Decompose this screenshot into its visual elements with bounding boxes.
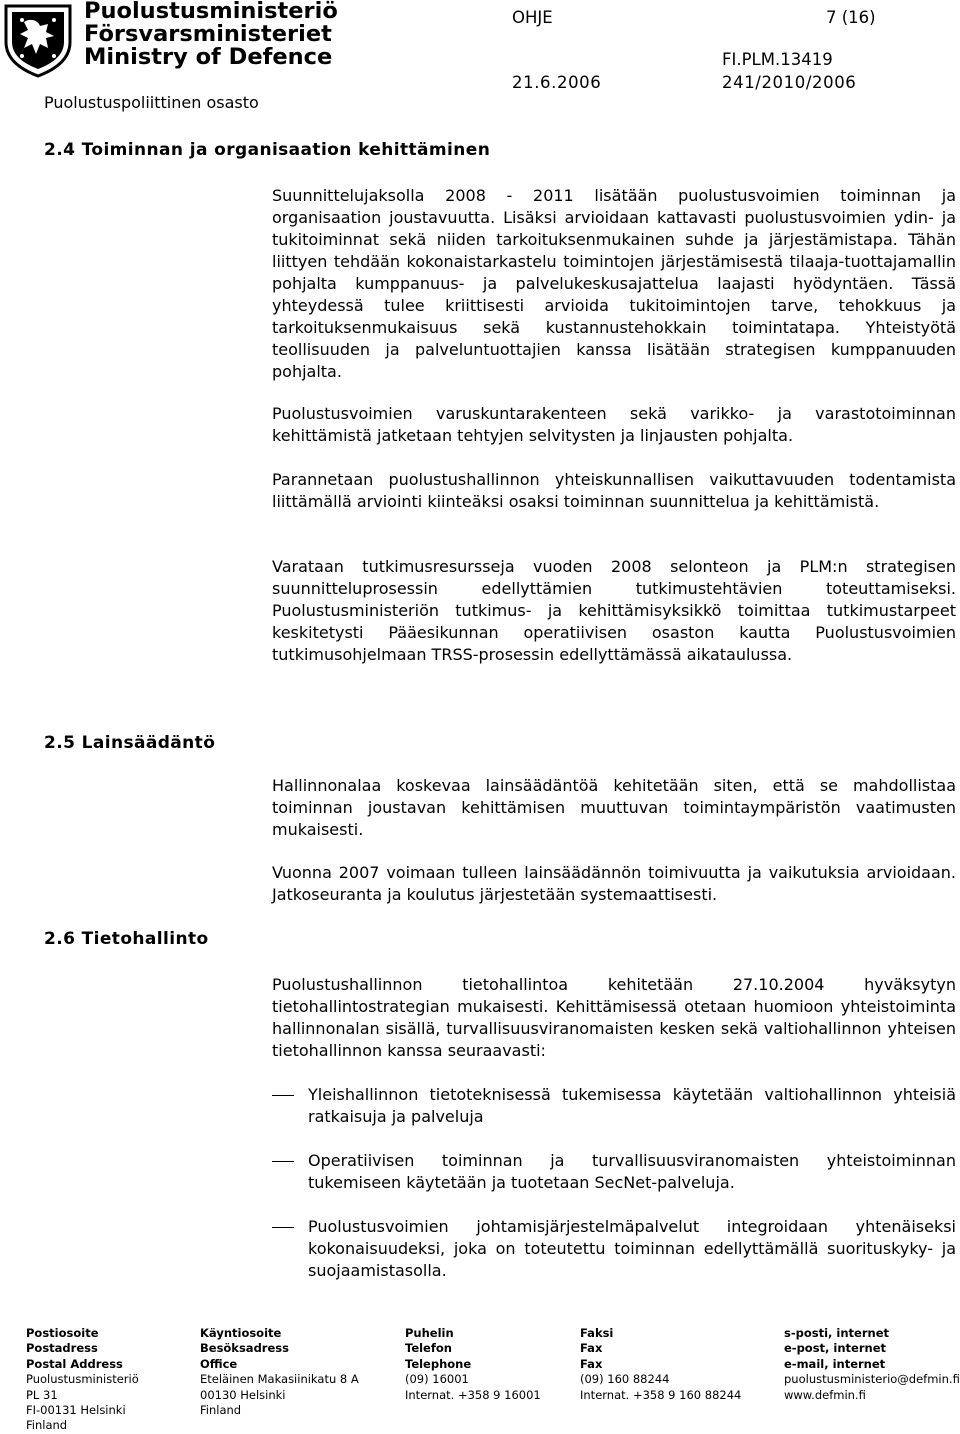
- page-number: 7 (16): [826, 8, 876, 27]
- document-code: FI.PLM.13419: [722, 50, 833, 69]
- org-line-fi: Puolustusministeriö: [84, 0, 338, 24]
- paragraph: Vuonna 2007 voimaan tulleen lainsäädännön toimivuutta ja vaikutuksia arvioidaan. Jatkoseuranta ja koulutus järjestetään systemaattisesti.: [272, 863, 956, 904]
- org-line-en: Ministry of Defence: [84, 44, 333, 70]
- footer-column-fax: Faksi Fax Fax (09) 160 88244 Internat. +358 9 160 88244: [580, 1326, 742, 1402]
- list-item: Yleishallinnon tietoteknisessä tukemisessa käytetään valtiohallinnon yhteisiä ratkaisuja ja palveluja: [272, 1084, 956, 1128]
- section-heading-2-4: 2.4 Toiminnan ja organisaation kehittäminen: [44, 140, 491, 160]
- section-heading-2-5: 2.5 Lainsäädäntö: [44, 733, 216, 753]
- list-item: Operatiivisen toiminnan ja turvallisuusviranomaisten yhteistoiminnan tukemiseen käytetään ja tuotetaan SecNet-palveluja.: [272, 1150, 956, 1194]
- paragraph: Hallinnonalaa koskevaa lainsäädäntöä kehitetään siten, että se mahdollistaa toiminnan joustavan kehittämisen muuttuvan toimintaympäristön vaatimusten mukaisesti.: [272, 776, 956, 839]
- paragraph: Puolustushallinnon tietohallintoa kehitetään 27.10.2004 hyväksytyn tietohallintostrategian mukaisesti. Kehittämisessä otetaan huomioon yhteistoiminta hallinnonalan sisällä, turvallisuusviranomaisten kesken sekä valtiohallinnon yhteisen tietohallinnon kanssa seuraavasti:: [272, 975, 956, 1060]
- paragraph: Varataan tutkimusresursseja vuoden 2008 selonteon ja PLM:n strategisen suunnitteluprosessin edellyttämien tutkimustehtävien toteuttamiseksi. Puolustusministeriön tutkimus- ja kehittämisyksikkö toimittaa tutkimustarpeet keskitetysti Pääesikunnan operatiivisen osaston kautta Puolustusvoimien tutkimusohjelmaan TRSS-prosessin edellyttämässä aikataulussa.: [272, 557, 956, 664]
- website-url: www.defmin.fi: [784, 1387, 866, 1402]
- list-item: Puolustusvoimien johtamisjärjestelmäpalvelut integroidaan yhtenäiseksi kokonaisuudeksi, joka on toteutettu toiminnan edellyttämällä suorituskyky- ja suojaamistasolla.: [272, 1216, 956, 1282]
- coat-of-arms-icon: [2, 2, 74, 78]
- paragraph: Puolustusvoimien varuskuntarakenteen sekä varikko- ja varastotoiminnan kehittämistä jatketaan tehtyjen selvitysten ja linjausten pohjalta.: [272, 404, 956, 445]
- paragraph: Parannetaan puolustushallinnon yhteiskunnallisen vaikuttavuuden todentamista liittämällä arviointi kiinteäksi osaksi toiminnan suunnittelua ja kehittämistä.: [272, 470, 956, 511]
- document-type: OHJE: [512, 8, 553, 27]
- dash-bullet-icon: [272, 1095, 294, 1096]
- org-line-sv: Försvarsministeriet: [84, 21, 332, 47]
- dash-bullet-icon: [272, 1161, 294, 1162]
- footer-column-office: Käyntiosoite Besöksadress Office Eteläinen Makasiinikatu 8 A 00130 Helsinki Finland: [200, 1326, 359, 1418]
- dash-bullet-icon: [272, 1227, 294, 1228]
- paragraph: Suunnittelujaksolla 2008 - 2011 lisätään puolustusvoimien toiminnan ja organisaation joustavuutta. Lisäksi arvioidaan kattavasti puolustusvoimien ydin- ja tukitoiminnat sekä niiden tarkoituksenmukainen suhde ja järjestämistapa. Tähän liittyen tehdään kokonaistarkastelu toimintojen järjestämisestä tilaaja-tuottajamallin pohjalta kumppanuus- ja palvelukeskusajattelua laajasti hyödyntäen. Tässä yhteydessä tulee kriittisesti arvioida tukitoimintojen tarve, tehokkuus ja tarkoituksenmukaisuus sekä kustannustehokkain toimintatapa. Yhteistyötä teollisuuden ja palveluntuottajien kanssa lisätään strategisen kumppanuuden pohjalta.: [272, 186, 956, 381]
- email-address: puolustusministerio@defmin.fi: [784, 1372, 960, 1387]
- footer-column-email: s-posti, internet e-post, internet e-mail, internet puolustusministerio@defmin.fi www.defmin.fi: [784, 1326, 960, 1402]
- department-name: Puolustuspoliittinen osasto: [44, 93, 259, 112]
- document-date: 21.6.2006: [512, 73, 602, 92]
- reference-number: 241/2010/2006: [722, 73, 857, 92]
- footer-column-postal: Postiosoite Postadress Postal Address Puolustusministeriö PL 31 FI-00131 Helsinki Finland: [26, 1326, 139, 1433]
- footer-column-telephone: Puhelin Telefon Telephone (09) 16001 Internat. +358 9 16001: [405, 1326, 541, 1402]
- ministry-name: [84, 0, 338, 69]
- section-heading-2-6: 2.6 Tietohallinto: [44, 929, 209, 949]
